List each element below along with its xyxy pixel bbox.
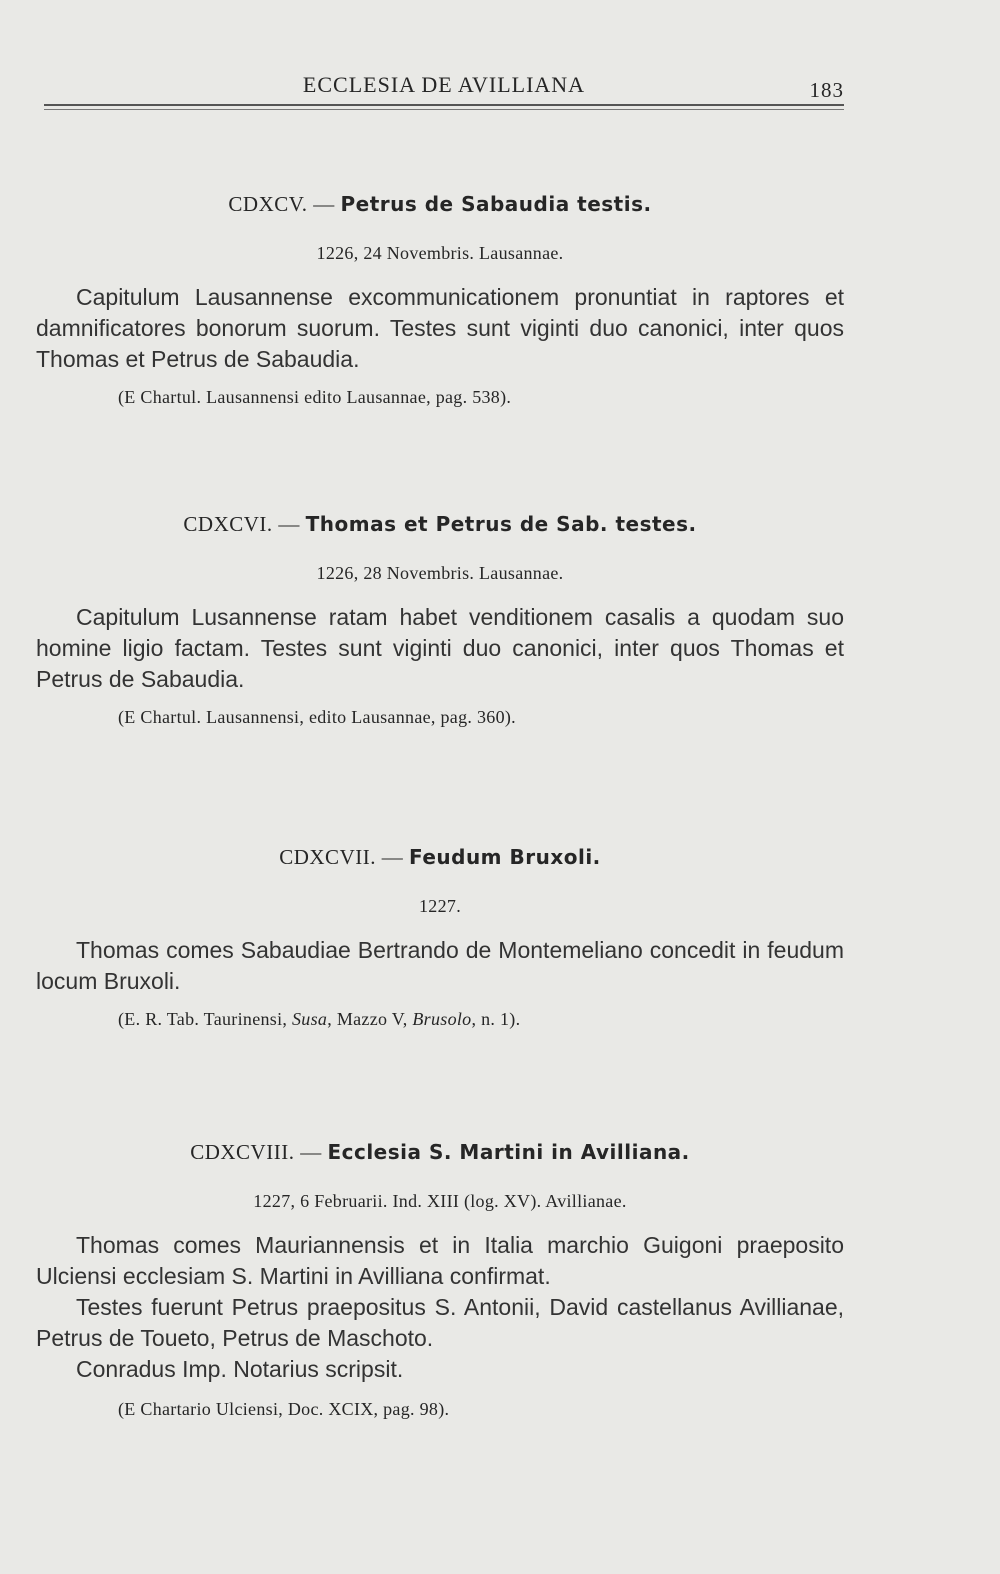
- dash: —: [313, 192, 341, 216]
- entry-number: CDXCV.: [228, 192, 308, 216]
- entry-paragraph: Conradus Imp. Notarius scripsit.: [76, 1356, 404, 1382]
- entry-number: CDXCVI.: [183, 512, 273, 536]
- header-rule-thin: [44, 109, 844, 110]
- dash: —: [381, 845, 409, 869]
- entry-title: Petrus de Sabaudia testis.: [340, 192, 652, 216]
- entry-date: 1226, 28 Novembris. Lausannae.: [316, 563, 564, 583]
- source-text: , n. 1).: [471, 1009, 521, 1029]
- entry-paragraph: Capitulum Lusannense ratam habet venditionem casalis a quodam suo homine ligio factam. Testes sunt viginti duo canonici, inter quos Thomas et Petrus de Sabaudia.: [36, 604, 844, 692]
- dash: —: [300, 1140, 328, 1164]
- entry-source: (E Chartul. Lausannensi edito Lausannae, pag. 538).: [118, 387, 512, 407]
- page-number: 183: [809, 78, 844, 102]
- entry-body: [36, 1230, 844, 1385]
- document-entry: [36, 512, 844, 728]
- entry-date: 1227.: [419, 896, 461, 916]
- source-text: , Mazzo V,: [327, 1009, 413, 1029]
- source-italic: Susa: [292, 1009, 328, 1029]
- header-rule: [44, 104, 844, 106]
- entry-date: 1227, 6 Februarii. Ind. XIII (log. XV). Avillianae.: [253, 1191, 627, 1211]
- entry-body: [36, 602, 844, 695]
- document-entry: [36, 1140, 844, 1420]
- entry-source: [118, 1009, 844, 1030]
- source-text: (E. R. Tab. Taurinensi,: [118, 1009, 292, 1029]
- entry-paragraph: Thomas comes Sabaudiae Bertrando de Montemeliano concedit in feudum locum Bruxoli.: [36, 937, 844, 994]
- entry-body: [36, 935, 844, 997]
- entry-source: (E Chartul. Lausannensi, edito Lausannae, pag. 360).: [118, 707, 516, 727]
- dash: —: [278, 512, 306, 536]
- entry-paragraph: Thomas comes Mauriannensis et in Italia marchio Guigoni praeposito Ulciensi ecclesiam S. Martini in Avilliana confirmat.: [36, 1232, 844, 1289]
- entry-source: (E Chartario Ulciensi, Doc. XCIX, pag. 98).: [118, 1399, 450, 1419]
- entry-paragraph: Testes fuerunt Petrus praepositus S. Antonii, David castellanus Avillianae, Petrus de Toueto, Petrus de Maschoto.: [36, 1294, 844, 1351]
- entry-heading: [36, 192, 844, 217]
- document-entry: [36, 192, 844, 408]
- entry-heading: [36, 1140, 844, 1165]
- entry-title: Feudum Bruxoli.: [408, 845, 601, 869]
- entry-date: 1226, 24 Novembris. Lausannae.: [316, 243, 564, 263]
- entry-heading: [36, 845, 844, 870]
- running-head: [44, 72, 844, 102]
- entry-title: Thomas et Petrus de Sab. testes.: [305, 512, 697, 536]
- running-title: ECCLESIA DE AVILLIANA: [302, 72, 586, 97]
- entry-number: CDXCVIII.: [190, 1140, 295, 1164]
- document-entry: [36, 845, 844, 1030]
- source-italic: Brusolo: [412, 1009, 472, 1029]
- entry-heading: [36, 512, 844, 537]
- entry-title: Ecclesia S. Martini in Avilliana.: [327, 1140, 690, 1164]
- entry-paragraph: Capitulum Lausannense excommunicationem pronuntiat in raptores et damnificatores bonorum suorum. Testes sunt viginti duo canonici, inter quos Thomas et Petrus de Sabaudia.: [36, 284, 844, 372]
- entry-body: [36, 282, 844, 375]
- entry-number: CDXCVII.: [279, 845, 376, 869]
